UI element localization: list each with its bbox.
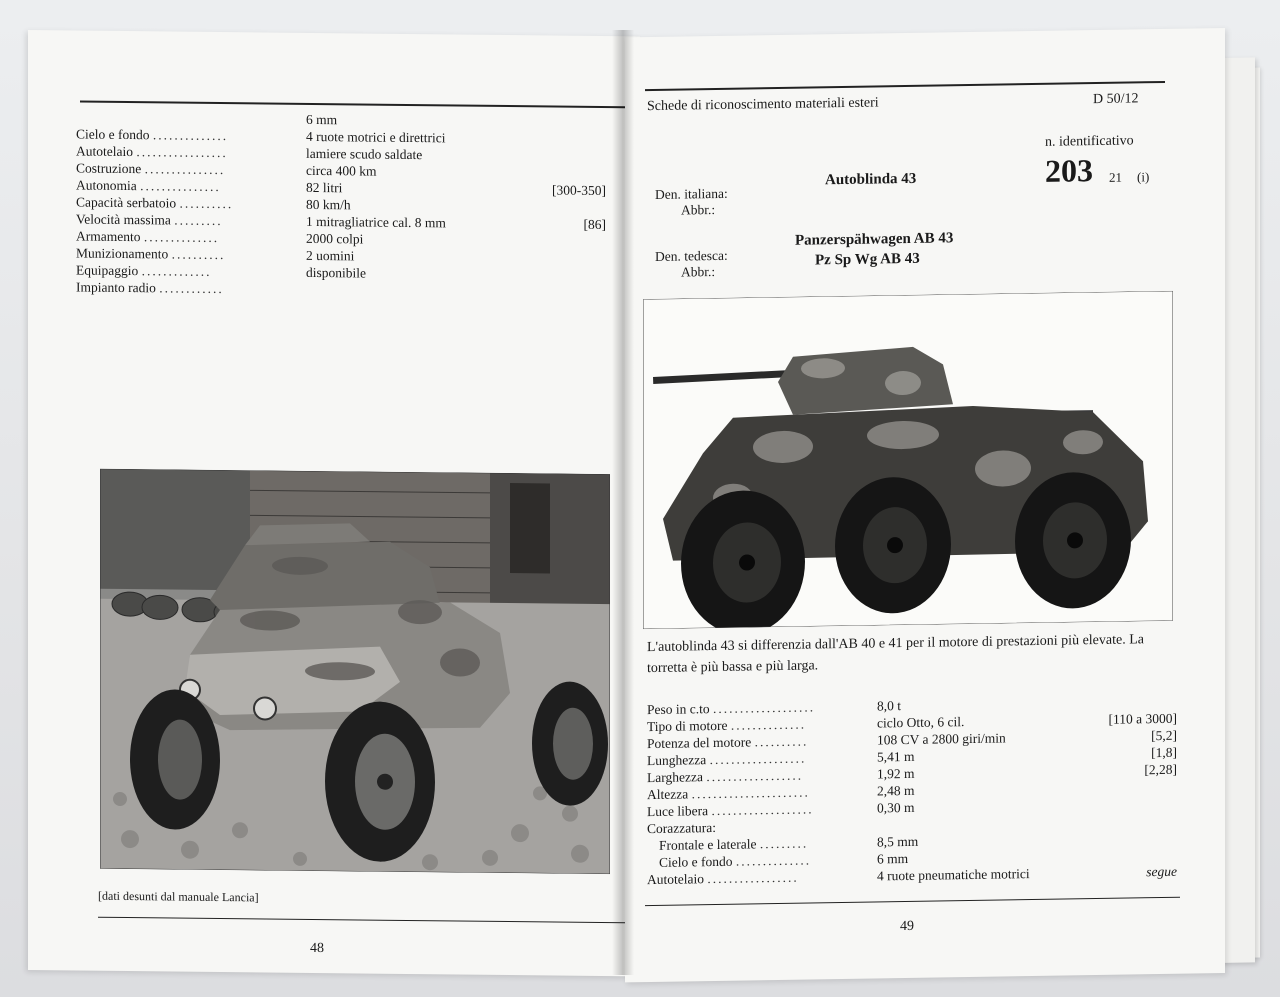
spec-row: Altezza ...................... 2,48 m [647,782,915,803]
den-tedesca-abbr: Pz Sp Wg AB 43 [815,250,920,269]
den-italiana-value: Autoblinda 43 [825,170,917,189]
left-page [28,30,640,976]
spec-row: Cielo e fondo .............. 6 mm [659,850,909,870]
footnote: [dati desunti dal manuale Lancia] [98,888,259,905]
spec-row: Cielo e fondo .............. 4 ruote motrici e direttrici [76,126,446,146]
spec-row: Frontale e laterale ......... 8,5 mm [659,833,919,853]
header-code: D 50/12 [1093,91,1139,108]
id-suffix: 21 [1109,169,1122,185]
spec-row: Capacità serbatoio .......... 80 km/h [76,194,351,213]
spec-row: Munizionamento .......... 2 uomini [76,245,355,264]
description: L'autoblinda 43 si differenzia dall'AB 40 e 41 per il motore di prestazioni più elevate. La torretta è più bassa e più larga. [647,632,1144,677]
id-suffix-2: (i) [1137,169,1150,185]
spec-row: Potenza del motore .......... 108 CV a 2800 giri/min [5,2] [647,727,1177,752]
spec-row: Velocità massima ......... 1 mitragliatrice cal. 8 mm [86] [76,211,606,233]
abbr-label-tedesca: Abbr.: [681,264,716,280]
top-rule [645,81,1165,91]
right-spec-table [647,693,1177,888]
spec-row: Impianto radio ............ [76,279,224,297]
page-number-left: 48 [310,940,324,957]
den-tedesca-value: Panzerspähwagen AB 43 [795,230,954,249]
spec-row: 6 mm [306,111,338,128]
spec-row: Corazzatura: [647,819,716,837]
spec-row: Autotelaio ................. 4 ruote pneumatiche motrici segue [647,863,1177,888]
book-gutter [612,30,634,975]
den-italiana-label: Den. italiana: [655,185,728,202]
spec-row: Autotelaio ................. lamiere scudo saldate [76,143,423,163]
page-number-right: 49 [900,918,914,935]
header-title: Schede di riconoscimento materiali esteri [647,95,879,115]
bottom-rule [98,917,638,924]
spec-row: Luce libera ................... 0,30 m [647,799,915,820]
spec-row: Larghezza .................. 1,92 m [2,28] [647,761,1177,786]
spec-row: Armamento .............. 2000 colpi [76,228,364,247]
spec-row: Lunghezza .................. 5,41 m [1,8] [647,744,1177,769]
top-rule [80,101,638,108]
armored-car-photo-right [643,291,1173,629]
left-spec-table [76,109,606,302]
spec-row: Costruzione ............... circa 400 km [76,160,377,179]
armored-car-photo-left [100,469,610,874]
id-number: 203 [1045,152,1093,189]
spec-row: Equipaggio ............. disponibile [76,262,366,281]
spec-row: Peso in c.to ................... 8,0 t [647,698,902,718]
spec-row: Autonomia ............... 82 litri [300-350] [76,177,606,199]
id-label: n. identificativo [1045,133,1134,150]
spec-row: Tipo di motore .............. ciclo Otto, 6 cil. [110 a 3000] [647,710,1177,735]
den-tedesca-label: Den. tedesca: [655,247,728,264]
abbr-label-italiana: Abbr.: [681,202,716,218]
right-page [625,28,1225,982]
bottom-rule [645,897,1180,906]
